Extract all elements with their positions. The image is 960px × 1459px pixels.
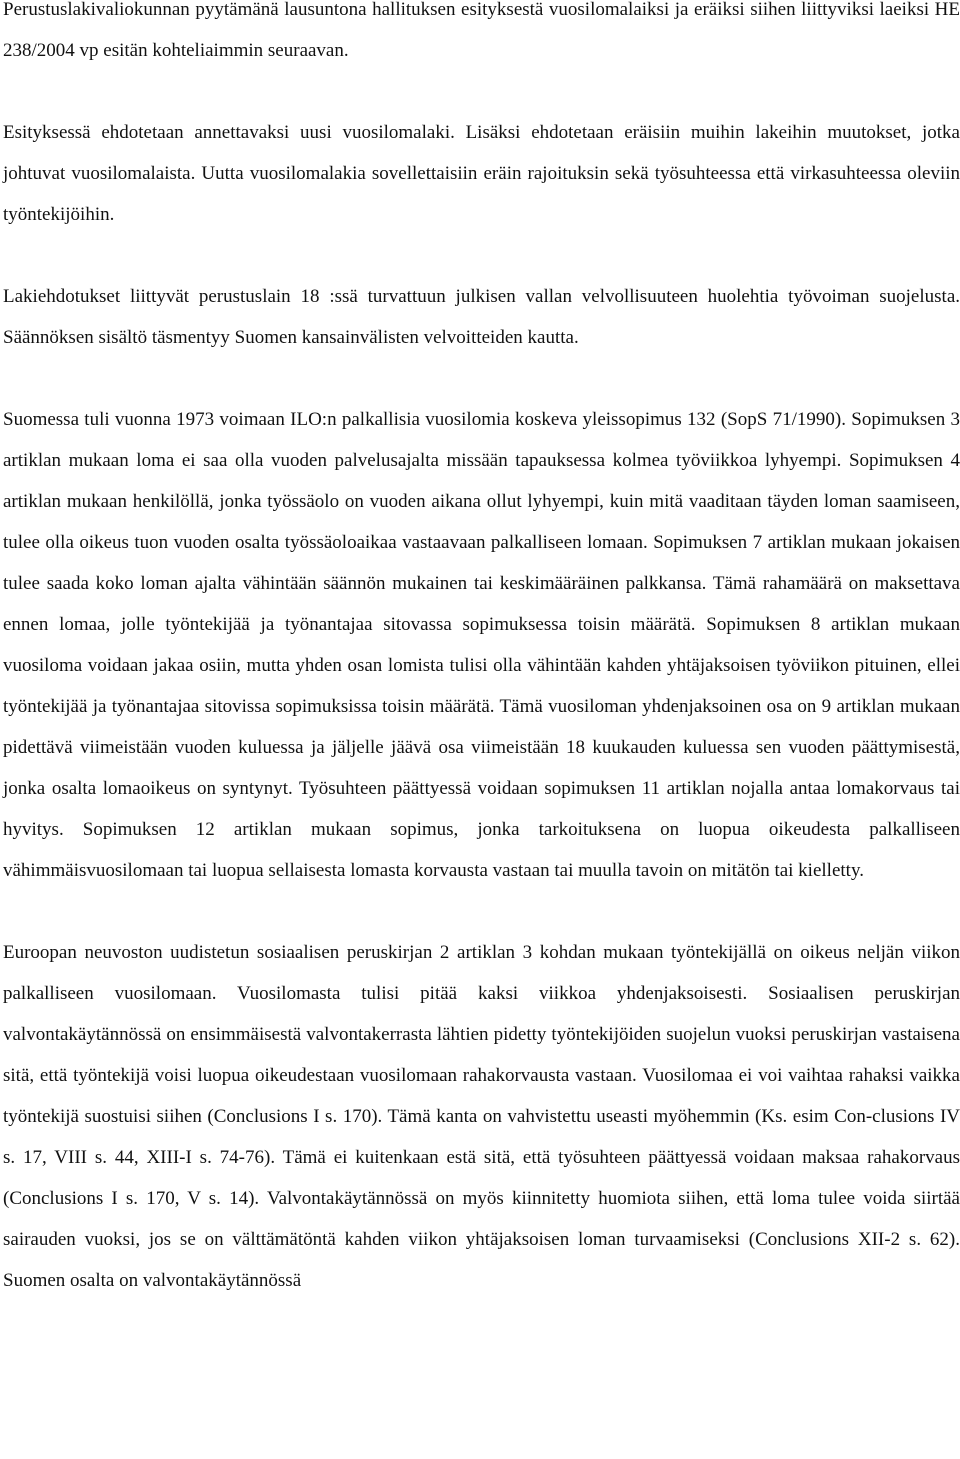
- document-body: [3, 0, 960, 1301]
- paragraph-constitution: Lakiehdotukset liittyvät perustuslain 18 :ssä turvattuun julkisen vallan velvollisuuteen huolehtia työvoiman suojelusta. Säännöksen sisältö täsmentyy Suomen kansainvälisten velvoitteiden kautta.: [3, 286, 960, 348]
- paragraph-social-charter: Euroopan neuvoston uudistetun sosiaalisen peruskirjan 2 artiklan 3 kohdan mukaan työntekijällä on oikeus neljän viikon palkalliseen vuosilomaan. Vuosilomasta tulisi pitää kaksi viikkoa yhdenjaksoisesti. Sosiaalisen peruskirjan valvontakäytännössä on ensimmäisestä valvontakerrasta lähtien pidetty työntekijöiden suojelun vuoksi peruskirjan vastaisena sitä, että työntekijä voisi luopua oikeudestaan vuosilomaan rahakorvausta vastaan. Vuosilomaa ei voi vaihtaa rahaksi vaikka työntekijä suostuisi siihen (Conclusions I s. 170). Tämä kanta on vahvistettu useasti myöhemmin (Ks. esim Con-clusions IV s. 17, VIII s. 44, XIII-I s. 74-76). Tämä ei kuitenkaan estä sitä, että työsuhteen päättyessä voidaan maksaa rahakorvaus (Conclusions I s. 170, V s. 14). Valvontakäytännössä on myös kiinnitetty huomiota siihen, että loma tulee voida siirtää sairauden vuoksi, jos se on välttämätöntä kahden viikon yhtäjaksoisen loman turvaamiseksi (Conclusions XII-2 s. 62). Suomen osalta on valvontakäytännössä: [3, 942, 960, 1291]
- paragraph-ilo-convention: Suomessa tuli vuonna 1973 voimaan ILO:n palkallisia vuosilomia koskeva yleissopimus 132 (SopS 71/1990). Sopimuksen 3 artiklan mukaan loma ei saa olla vuoden palvelusajalta missään tapauksessa kolmea työviikkoa lyhyempi. Sopimuksen 4 artiklan mukaan henkilöllä, jonka työssäolo on vuoden aikana ollut lyhyempi, kuin mitä vaaditaan täyden loman saamiseen, tulee olla oikeus tuon vuoden osalta työssäoloaikaa vastaavaan palkalliseen lomaan. Sopimuksen 7 artiklan mukaan jokaisen tulee saada koko loman ajalta vähintään säännön mukainen tai keskimääräinen palkkansa. Tämä rahamäärä on maksettava ennen lomaa, jolle työntekijää ja työnantajaa sitovassa sopimuksessa toisin määrätä. Sopimuksen 8 artiklan mukaan vuosiloma voidaan jakaa osiin, mutta yhden osan lomista tulisi olla vähintään kahden yhtäjaksoisen työviikon pituinen, ellei työntekijää ja työnantajaa sitovissa sopimuksissa toisin määrätä. Tämä vuosiloman yhdenjaksoinen osa on 9 artiklan mukaan pidettävä viimeistään vuoden kuluessa ja jäljelle jäävä osa viimeistään 18 kuukauden kuluessa sen vuoden päättymisestä, jonka osalta lomaoikeus on syntynyt. Työsuhteen päättyessä voidaan sopimuksen 11 artiklan nojalla antaa lomakorvaus tai hyvitys. Sopimuksen 12 artiklan mukaan sopimus, jonka tarkoituksena on luopua oikeudesta palkalliseen vähimmäisvuosilomaan tai luopua sellaisesta lomasta korvausta vastaan tai muulla tavoin on mitätön tai kielletty.: [3, 409, 960, 881]
- paragraph-proposal-summary: Esityksessä ehdotetaan annettavaksi uusi vuosilomalaki. Lisäksi ehdotetaan eräisiin muihin lakeihin muutokset, jotka johtuvat vuosilomalaista. Uutta vuosilomalakia sovellettaisiin eräin rajoituksin sekä työsuhteessa että virkasuhteessa oleviin työntekijöihin.: [3, 122, 960, 225]
- paragraph-intro: Perustuslakivaliokunnan pyytämänä lausuntona hallituksen esityksestä vuosilomalaiksi ja eräiksi siihen liittyviksi laeiksi HE 238/2004 vp esitän kohteliaimmin seuraavan.: [3, 0, 960, 61]
